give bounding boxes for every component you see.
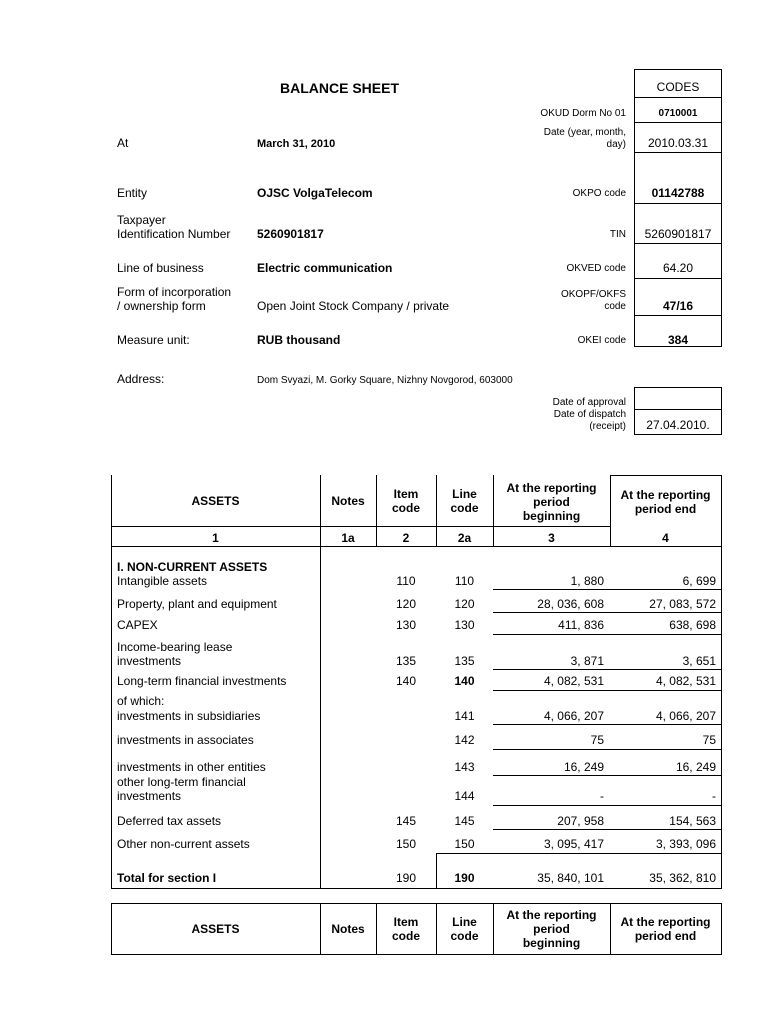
col-assets-2: ASSETS — [191, 922, 240, 936]
date-value: 2010.03.31 — [647, 136, 709, 150]
approval-label: Date of approval — [552, 397, 626, 408]
row-line: 140 — [454, 674, 475, 688]
row-label: investments in associates — [117, 733, 254, 747]
row-item: 140 — [395, 674, 417, 688]
row-item: 120 — [395, 597, 417, 611]
row-begin: - — [600, 789, 604, 803]
row-begin: 75 — [590, 733, 604, 747]
taxpayer-label-2: Identification Number — [117, 227, 231, 241]
row-end: 4, 066, 207 — [655, 709, 716, 723]
row-begin: 4, 082, 531 — [543, 674, 604, 688]
divider — [493, 829, 722, 830]
row-begin: 411, 836 — [558, 618, 604, 632]
divider — [634, 387, 722, 388]
row-item: 190 — [395, 871, 417, 885]
row-label: investments in subsidiaries — [117, 709, 261, 723]
at-label: At — [117, 136, 129, 150]
tin-value: 5260901817 — [644, 227, 712, 241]
row-end: 75 — [702, 733, 716, 747]
form-label-1: Form of incorporation — [117, 285, 232, 299]
date-label-2: day) — [606, 139, 626, 150]
row-label: Income-bearing lease — [117, 640, 233, 654]
dispatch-value: 27.04.2010. — [646, 418, 710, 432]
row-label: other long-term financial — [117, 775, 246, 789]
at-value: March 31, 2010 — [257, 138, 336, 150]
row-end: 154, 563 — [669, 814, 716, 828]
address-label: Address: — [117, 372, 165, 386]
row-item: 135 — [395, 654, 417, 668]
okud-value: 0710001 — [658, 108, 698, 119]
row-label: of which: — [117, 694, 165, 708]
form-label-2: / ownership form — [117, 299, 206, 313]
page-title: BALANCE SHEET — [280, 80, 400, 96]
divider — [634, 152, 722, 153]
row-end: 35, 362, 810 — [649, 871, 716, 885]
row-line: 110 — [454, 574, 475, 588]
row-item: 130 — [395, 618, 417, 632]
row-label: Intangible assets — [117, 574, 208, 588]
col-item-2: code — [391, 501, 420, 515]
divider — [610, 475, 722, 476]
row-item: 145 — [395, 814, 417, 828]
row-begin: 1, 880 — [570, 574, 604, 588]
col-begin-2: period — [533, 495, 570, 509]
row-label: Other non-current assets — [117, 837, 250, 851]
dispatch-label-2: (receipt) — [589, 421, 626, 432]
row-end: 4, 082, 531 — [655, 674, 716, 688]
row-end: 638, 698 — [669, 618, 716, 632]
okopf-label-2: code — [604, 301, 626, 312]
row-line: 141 — [454, 709, 475, 723]
divider — [634, 97, 722, 98]
col-line-2: code — [450, 501, 479, 515]
row-label: Deferred tax assets — [117, 814, 222, 828]
col-num-2a: 2a — [457, 531, 472, 545]
entity-label: Entity — [117, 186, 148, 200]
divider — [111, 903, 722, 904]
col-begin-2-2: period — [533, 922, 570, 936]
row-line: 135 — [454, 654, 475, 668]
row-line: 120 — [454, 597, 475, 611]
divider — [721, 903, 722, 955]
col-notes: Notes — [331, 494, 365, 508]
col-item-2-2: code — [391, 929, 420, 943]
col-begin-1: At the reporting — [506, 481, 597, 495]
col-num-2: 2 — [402, 531, 410, 545]
row-end: 27, 083, 572 — [649, 597, 716, 611]
divider — [436, 853, 722, 854]
row-item: 150 — [395, 837, 417, 851]
col-end-1: At the reporting — [620, 488, 711, 502]
row-line: 144 — [454, 789, 475, 803]
divider — [111, 954, 722, 955]
okpo-label: OKPO code — [572, 188, 626, 199]
col-line-1: Line — [452, 487, 477, 501]
row-label: CAPEX — [117, 618, 158, 632]
row-item: 110 — [396, 574, 416, 588]
divider — [493, 775, 722, 776]
row-label: investments in other entities — [117, 760, 266, 774]
row-begin: 16, 249 — [563, 760, 604, 774]
row-begin: 207, 958 — [557, 814, 604, 828]
col-assets: ASSETS — [191, 494, 240, 508]
dispatch-label-1: Date of dispatch — [553, 409, 626, 420]
col-end-2: period end — [634, 502, 697, 516]
measure-value: RUB thousand — [257, 333, 341, 347]
col-num-4: 4 — [662, 531, 669, 545]
col-begin-2-1: At the reporting — [506, 908, 597, 922]
divider — [493, 805, 722, 806]
okud-label: OKUD Dorm No 01 — [540, 108, 626, 119]
business-value: Electric communication — [257, 261, 393, 275]
okei-label: OKEI code — [577, 335, 626, 346]
col-item-2-1: Item — [393, 915, 419, 929]
divider — [493, 589, 722, 590]
taxpayer-value: 5260901817 — [257, 227, 324, 241]
col-item-1: Item — [393, 487, 419, 501]
col-line-2-1: Line — [452, 915, 477, 929]
divider — [493, 612, 722, 613]
row-begin: 28, 036, 608 — [537, 597, 604, 611]
form-value: Open Joint Stock Company / private — [257, 299, 450, 313]
row-begin: 3, 871 — [570, 654, 604, 668]
divider — [634, 243, 722, 244]
row-end: 16, 249 — [675, 760, 716, 774]
divider — [493, 749, 722, 750]
row-label: Property, plant and equipment — [117, 597, 277, 611]
row-line: 143 — [454, 760, 475, 774]
divider — [111, 546, 722, 547]
row-line: 142 — [454, 733, 475, 747]
row-begin: 35, 840, 101 — [537, 871, 604, 885]
divider — [111, 888, 722, 889]
row-label: Long-term financial investments — [117, 674, 287, 688]
okved-value: 64.20 — [662, 261, 694, 275]
divider — [634, 434, 722, 435]
row-label: investments — [117, 789, 182, 803]
section-title: I. NON-CURRENT ASSETS — [117, 560, 268, 574]
divider — [721, 475, 722, 889]
okopf-value: 47/16 — [662, 299, 694, 313]
tin-label: TIN — [609, 229, 626, 240]
date-label-1: Date (year, month, — [543, 127, 626, 138]
col-end-2-2: period end — [634, 929, 697, 943]
row-end: 3, 393, 096 — [655, 837, 716, 851]
codes-label: CODES — [656, 80, 700, 94]
divider — [493, 634, 722, 635]
col-notes-2: Notes — [331, 922, 365, 936]
taxpayer-label-1: Taxpayer — [117, 213, 166, 227]
row-begin: 3, 095, 417 — [543, 837, 604, 851]
divider — [634, 409, 722, 410]
row-line: 130 — [454, 618, 475, 632]
col-num-1a: 1a — [341, 531, 355, 545]
divider — [493, 690, 722, 691]
row-end: - — [712, 789, 716, 803]
entity-value: OJSC VolgaTelecom — [257, 186, 373, 200]
divider — [634, 203, 722, 204]
row-label: investments — [117, 654, 182, 668]
divider — [493, 724, 722, 725]
row-line: 190 — [454, 871, 475, 885]
measure-label: Measure unit: — [117, 333, 190, 347]
divider — [634, 315, 722, 316]
row-line: 145 — [454, 814, 475, 828]
divider — [634, 278, 722, 279]
divider — [493, 669, 722, 670]
okei-value: 384 — [667, 333, 689, 347]
row-end: 6, 699 — [682, 574, 716, 588]
col-num-3: 3 — [548, 531, 555, 545]
okpo-value: 01142788 — [651, 186, 705, 200]
business-label: Line of business — [117, 261, 204, 275]
row-end: 3, 651 — [682, 654, 716, 668]
divider — [634, 122, 722, 123]
col-begin-2-3: beginning — [522, 936, 581, 950]
okved-label: OKVED code — [566, 263, 626, 274]
address-value: Dom Svyazi, M. Gorky Square, Nizhny Novgorod, 603000 — [257, 375, 513, 386]
col-line-2-2: code — [450, 929, 479, 943]
row-begin: 4, 066, 207 — [543, 709, 604, 723]
col-begin-3: beginning — [522, 509, 581, 523]
row-label: Total for section I — [117, 871, 217, 885]
row-line: 150 — [454, 837, 475, 851]
okopf-label-1: OKOPF/OKFS — [560, 289, 626, 300]
col-end-2-1: At the reporting — [620, 915, 711, 929]
divider — [111, 526, 611, 527]
col-num-1: 1 — [212, 531, 219, 545]
